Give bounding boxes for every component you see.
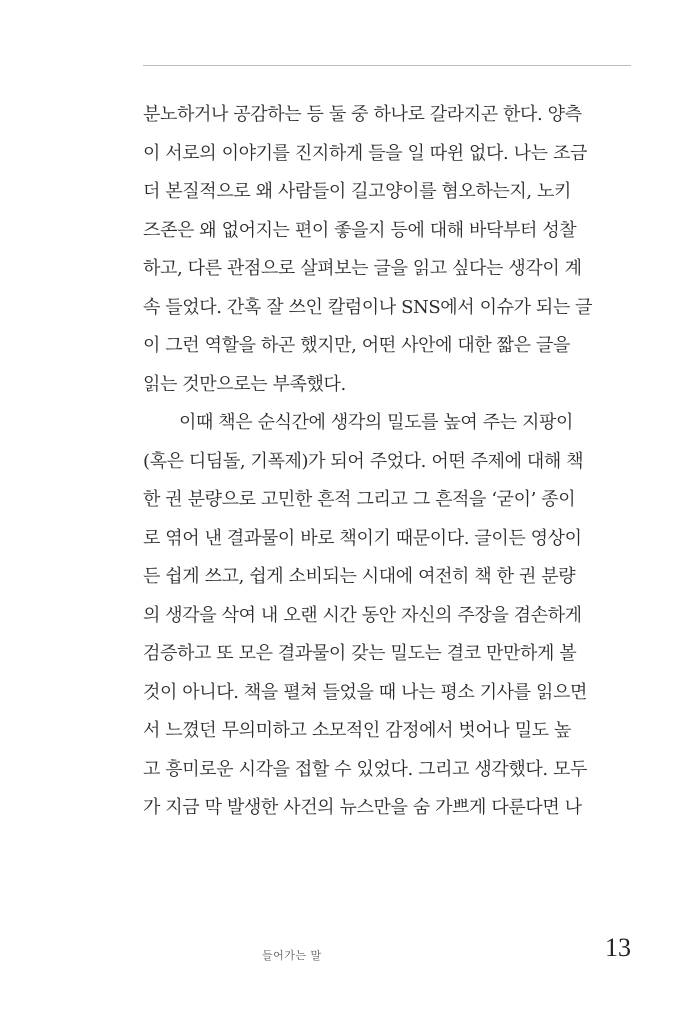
text-line: 이 그런 역할을 하곤 했지만, 어떤 사안에 대한 짧은 글을: [143, 335, 570, 356]
text-line: 이때 책은 순식간에 생각의 밀도를 높여 주는 지팡이: [179, 412, 573, 433]
text-line: 더 본질적으로 왜 사람들이 길고양이를 혐오하는지, 노키: [143, 181, 571, 202]
text-line: 속 들었다. 간혹 잘 쓰인 칼럼이나 SNS에서 이슈가 되는 글: [143, 296, 593, 318]
text-line: 한 권 분량으로 고민한 흔적 그리고 그 흔적을 ‘굳이’ 종이: [143, 489, 576, 510]
text-line: 것이 아니다. 책을 펼쳐 들었을 때 나는 평소 기사를 읽으면: [143, 681, 587, 703]
text-line: 가 지금 막 발생한 사건의 뉴스만을 숨 가쁘게 다룬다면 나: [143, 797, 582, 818]
text-line: 분노하거나 공감하는 등 둘 중 하나로 갈라지곤 한다. 양측: [143, 104, 582, 125]
text-line: 서 느꼈던 무의미하고 소모적인 감정에서 벗어나 밀도 높: [143, 720, 571, 741]
text-line: (혹은 디딤돌, 기폭제)가 되어 주었다. 어떤 주제에 대해 책: [143, 450, 584, 472]
text-line: 든 쉽게 쓰고, 쉽게 소비되는 시대에 여전히 책 한 권 분량: [143, 566, 576, 587]
body-text: [143, 96, 643, 828]
text-line: 읽는 것만으로는 부족했다.: [143, 373, 346, 395]
text-line: 즈존은 왜 없어지는 편이 좋을지 등에 대해 바닥부터 성찰: [143, 219, 577, 241]
footer-section-title: 들어가는 말: [262, 949, 322, 962]
text-line: 검증하고 또 모은 결과물이 갖는 밀도는 결코 만만하게 볼: [143, 643, 577, 664]
page-number: 13: [605, 933, 631, 962]
text-line: 의 생각을 삭여 내 오랜 시간 동안 자신의 주장을 겸손하게: [143, 604, 582, 626]
text-line: 이 서로의 이야기를 진지하게 들을 일 따윈 없다. 나는 조금: [143, 142, 587, 164]
text-line: 고 흥미로운 시각을 접할 수 있었다. 그리고 생각했다. 모두: [143, 758, 587, 780]
text-line: 하고, 다른 관점으로 살펴보는 글을 읽고 싶다는 생각이 계: [143, 258, 582, 279]
text-line: 로 엮어 낸 결과물이 바로 책이기 때문이다. 글이든 영상이: [143, 527, 582, 549]
header-rule: [143, 65, 631, 66]
